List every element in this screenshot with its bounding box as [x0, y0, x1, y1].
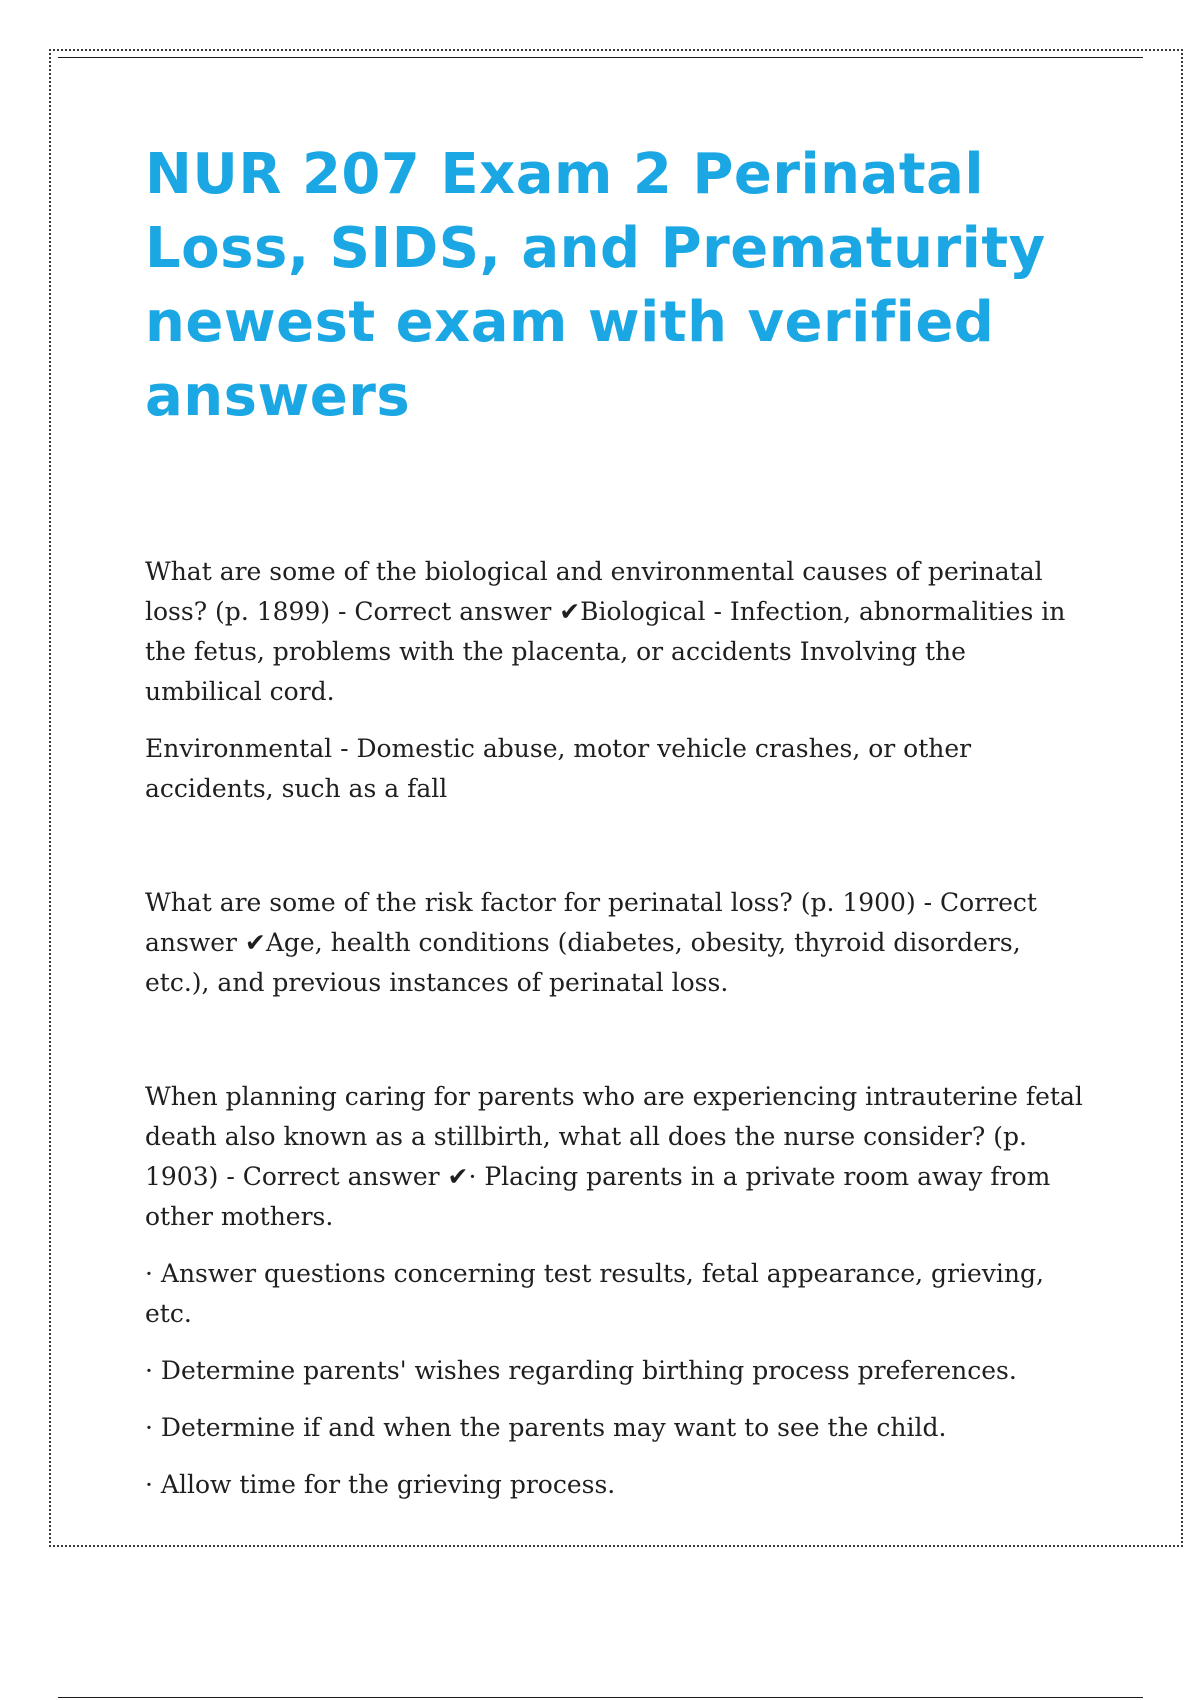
question-block-3 — [145, 1077, 1085, 1505]
bottom-rule — [58, 1697, 1143, 1698]
question-block-2 — [145, 883, 1085, 1003]
question-1-continuation: Environmental - Domestic abuse, motor vehicle crashes, or other accidents, such as a fall — [145, 734, 972, 803]
question-block-1 — [145, 552, 1085, 809]
question-3-bullet-3: · Determine if and when the parents may want to see the child. — [145, 1413, 947, 1442]
question-3-text: When planning caring for parents who are experiencing intrauterine fetal death also known as a stillbirth, what all does the nurse consider? (p. 1903) - Correct answer ✔· Placing parents in a private room away from other mothers. — [145, 1082, 1083, 1231]
question-3-bullet-2: · Determine parents' wishes regarding birthing process preferences. — [145, 1356, 1017, 1385]
question-2-text: What are some of the risk factor for perinatal loss? (p. 1900) - Correct answer ✔Age, health conditions (diabetes, obesity, thyroid disorders, etc.), and previous instances of perinatal loss. — [145, 888, 1037, 997]
document-title: NUR 207 Exam 2 Perinatal Loss, SIDS, and Prematurity newest exam with verified answers — [145, 142, 1046, 429]
top-rule — [58, 57, 1143, 58]
qa-content — [145, 552, 1085, 1505]
question-3-bullet-4: · Allow time for the grieving process. — [145, 1470, 616, 1499]
question-3-bullet-1: · Answer questions concerning test results, fetal appearance, grieving, etc. — [145, 1259, 1044, 1328]
question-1-text: What are some of the biological and environmental causes of perinatal loss? (p. 1899) - Correct answer ✔Biological - Infection, abnormalities in the fetus, problems with the placenta, or accidents Involving the umbilical cord. — [145, 557, 1066, 706]
